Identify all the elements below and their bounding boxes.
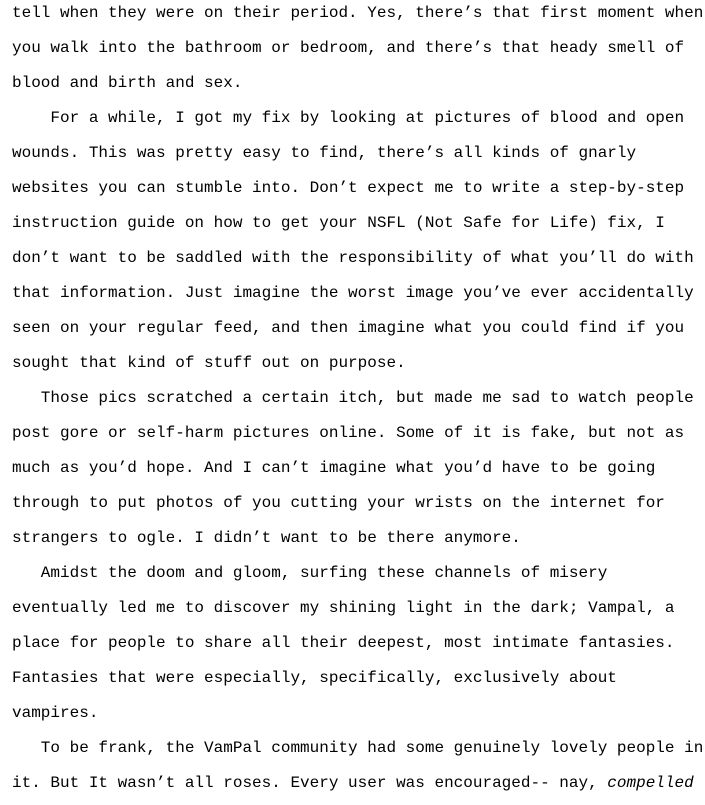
- text-line-content: To be frank, the VamPal community had some genuinely lovely people in: [12, 739, 704, 757]
- text-line: [12, 766, 703, 801]
- text-line-content: websites you can stumble into. Don’t expect me to write a step-by-step: [12, 179, 685, 197]
- text-line: [12, 311, 703, 346]
- text-line-content: place for people to share all their deepest, most intimate fantasies.: [12, 634, 675, 652]
- text-line: [12, 451, 703, 486]
- text-line: [12, 591, 703, 626]
- text-line-content: instruction guide on how to get your NSFL (Not Safe for Life) fix, I: [12, 214, 665, 232]
- text-line: [12, 486, 703, 521]
- text-line-content: eventually led me to discover my shining light in the dark; Vampal, a: [12, 599, 675, 617]
- text-line-content: don’t want to be saddled with the responsibility of what you’ll do with: [12, 249, 694, 267]
- text-line: [12, 346, 703, 381]
- text-line-italic-segment: compelled: [607, 774, 694, 792]
- text-body: [12, 0, 703, 801]
- text-line-content: tell when they were on their period. Yes, there’s that first moment when: [12, 4, 704, 22]
- text-line: [12, 696, 703, 731]
- text-line-content: seen on your regular feed, and then imagine what you could find if you: [12, 319, 685, 337]
- text-line: [12, 521, 703, 556]
- text-line: [12, 66, 703, 101]
- text-line: [12, 241, 703, 276]
- text-line: [12, 0, 703, 31]
- text-line-content: Amidst the doom and gloom, surfing these channels of misery: [12, 564, 608, 582]
- text-line: [12, 731, 703, 766]
- text-line: [12, 276, 703, 311]
- text-line-content: you walk into the bathroom or bedroom, and there’s that heady smell of: [12, 39, 685, 57]
- text-line-content: much as you’d hope. And I can’t imagine what you’d have to be going: [12, 459, 656, 477]
- text-line-content: Those pics scratched a certain itch, but made me sad to watch people: [12, 389, 694, 407]
- text-line: [12, 31, 703, 66]
- text-line-content: For a while, I got my fix by looking at pictures of blood and open: [12, 109, 685, 127]
- text-line-content: that information. Just imagine the worst image you’ve ever accidentally: [12, 284, 694, 302]
- text-line: [12, 626, 703, 661]
- text-line-content: vampires.: [12, 704, 99, 722]
- text-line: [12, 171, 703, 206]
- text-line-content: blood and birth and sex.: [12, 74, 243, 92]
- text-line: [12, 661, 703, 696]
- text-line-content: through to put photos of you cutting your wrists on the internet for: [12, 494, 665, 512]
- text-line-content: wounds. This was pretty easy to find, there’s all kinds of gnarly: [12, 144, 637, 162]
- text-line-content: sought that kind of stuff out on purpose.: [12, 354, 406, 372]
- text-line: [12, 416, 703, 451]
- text-line: [12, 136, 703, 171]
- text-line: [12, 101, 703, 136]
- text-line-content: strangers to ogle. I didn’t want to be there anymore.: [12, 529, 521, 547]
- text-line-content: post gore or self-harm pictures online. Some of it is fake, but not as: [12, 424, 685, 442]
- text-line: [12, 381, 703, 416]
- text-line: [12, 556, 703, 591]
- text-line-content: Fantasies that were especially, specifically, exclusively about: [12, 669, 617, 687]
- text-line: [12, 206, 703, 241]
- text-line-content: it. But It wasn’t all roses. Every user was encouraged-- nay,: [12, 774, 608, 792]
